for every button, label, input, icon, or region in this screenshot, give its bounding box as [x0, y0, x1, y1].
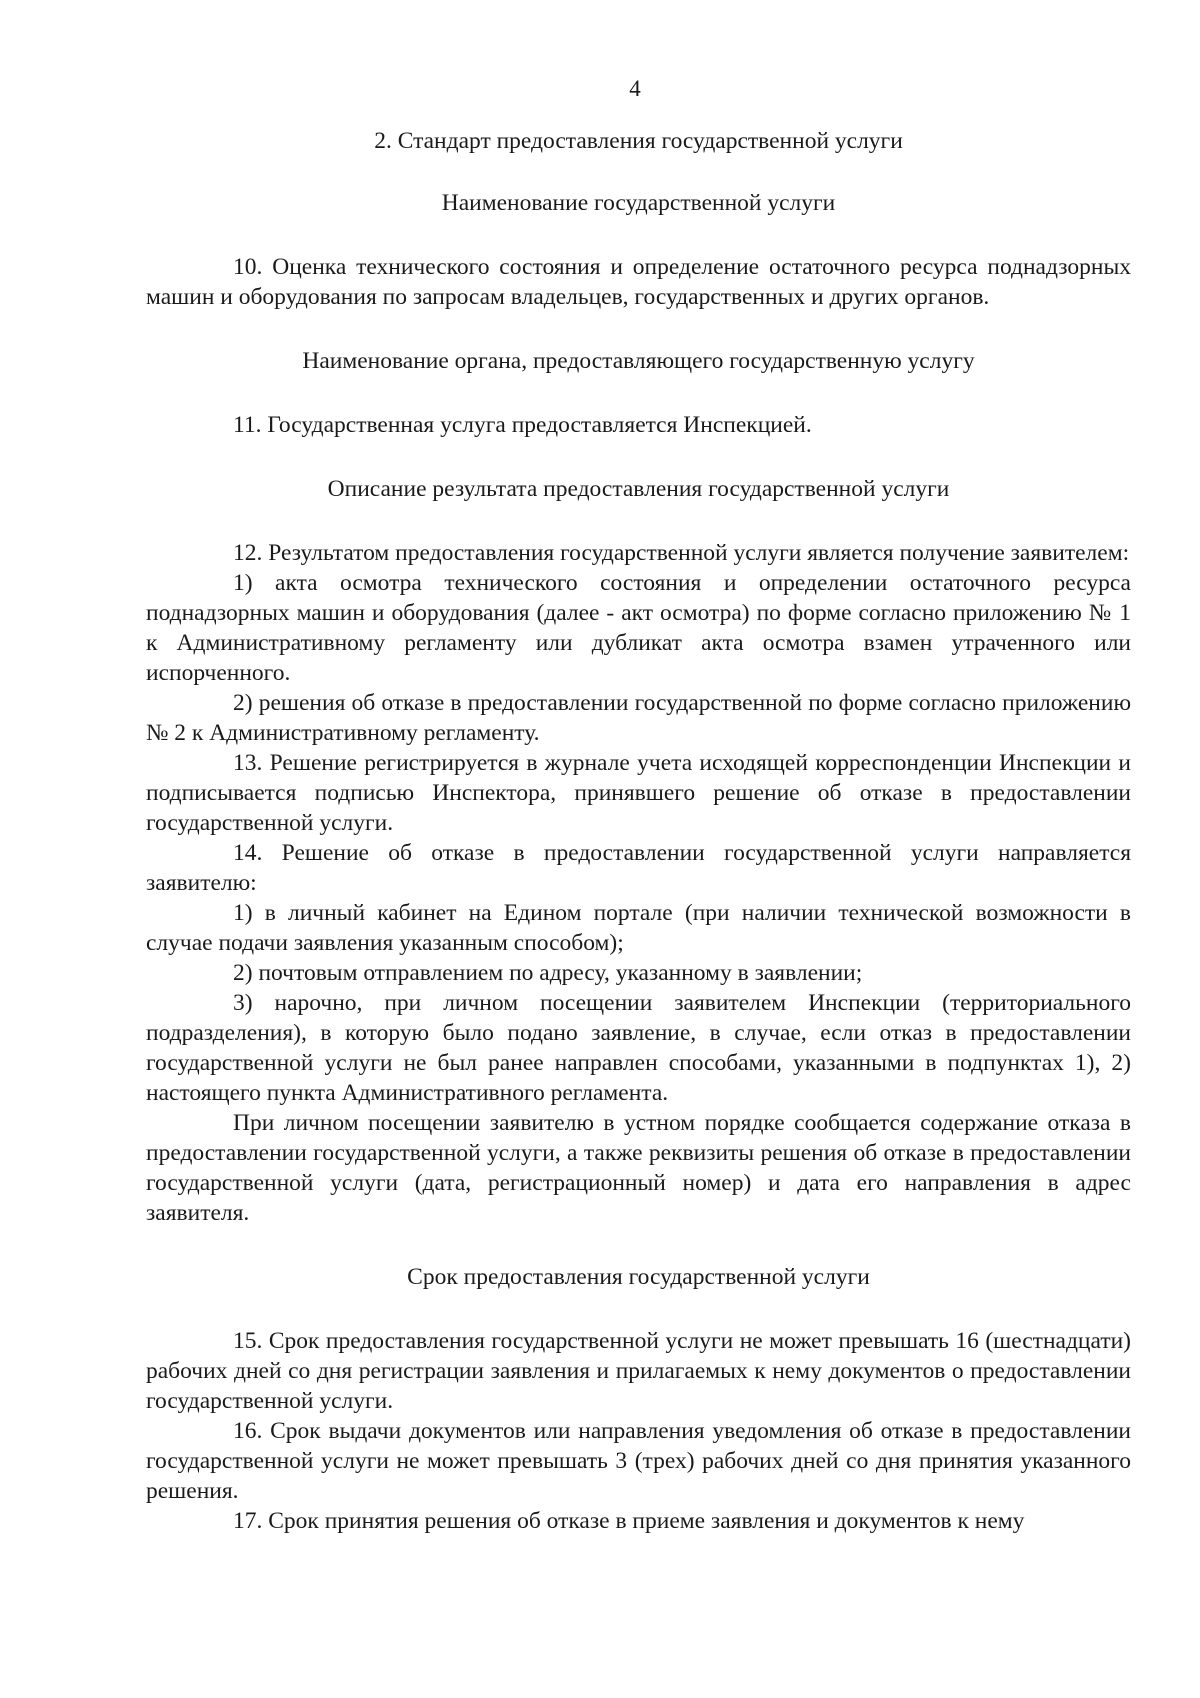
subsection-heading: Наименование государственной услуги: [441, 190, 836, 216]
paragraph: 14. Решение об отказе в предоставлении государственной услуги направляется заявителю:: [146, 840, 1131, 896]
paragraph: 15. Срок предоставления государственной услуги не может превышать 16 (шестнадцати) рабочих дней со дня регистрации заявления и прилагаемых к нему документов о предоставлении государственной услуги.: [146, 1328, 1131, 1414]
paragraph: 12. Результатом предоставления государственной услуги является получение заявителем:: [233, 540, 1130, 566]
paragraph: 13. Решение регистрируется в журнале учета исходящей корреспонденции Инспекции и подписывается подписью Инспектора, принявшего решение об отказе в предоставлении государственной услуги.: [146, 750, 1131, 836]
document-body: [146, 126, 1131, 1536]
paragraph: 2) почтовым отправлением по адресу, указанному в заявлении;: [233, 960, 863, 986]
paragraph: 2) решения об отказе в предоставлении государственной по форме согласно приложению № 2 к Административному регламенту.: [146, 690, 1131, 746]
section-title: 2. Стандарт предоставления государственной услуги: [374, 128, 903, 154]
subsection-heading: Описание результата предоставления государственной услуги: [327, 476, 950, 502]
page-number: 4: [629, 76, 641, 101]
paragraph: При личном посещении заявителю в устном порядке сообщается содержание отказа в предоставлении государственной услуги, а также реквизиты решения об отказе в предоставлении государственной услуги (дата, регистрационный номер) и дата его направления в адрес заявителя.: [146, 1110, 1131, 1226]
paragraph: 1) акта осмотра технического состояния и определении остаточного ресурса поднадзорных машин и оборудования (далее - акт осмотра) по форме согласно приложению № 1 к Административному регламенту или дубликат акта осмотра взамен утраченного или испорченного.: [146, 570, 1131, 686]
paragraph: 1) в личный кабинет на Едином портале (при наличии технической возможности в случае подачи заявления указанным способом);: [146, 900, 1131, 956]
subsection-heading: Наименование органа, предоставляющего государственную услугу: [302, 348, 975, 374]
paragraph: 3) нарочно, при личном посещении заявителем Инспекции (территориального подразделения), в которую было подано заявление, в случае, если отказ в предоставлении государственной услуги не был ранее направлен способами, указанными в подпунктах 1), 2) настоящего пункта Административного регламента.: [146, 990, 1131, 1106]
subsection-heading: Срок предоставления государственной услуги: [407, 1264, 870, 1290]
paragraph: 11. Государственная услуга предоставляется Инспекцией.: [233, 412, 812, 438]
paragraph: 10. Оценка технического состояния и определение остаточного ресурса поднадзорных машин и оборудования по запросам владельцев, государственных и других органов.: [146, 254, 1131, 310]
paragraph: 16. Срок выдачи документов или направления уведомления об отказе в предоставлении государственной услуги не может превышать 3 (трех) рабочих дней со дня принятия указанного решения.: [146, 1418, 1131, 1504]
paragraph: 17. Срок принятия решения об отказе в приеме заявления и документов к нему: [233, 1508, 1025, 1534]
